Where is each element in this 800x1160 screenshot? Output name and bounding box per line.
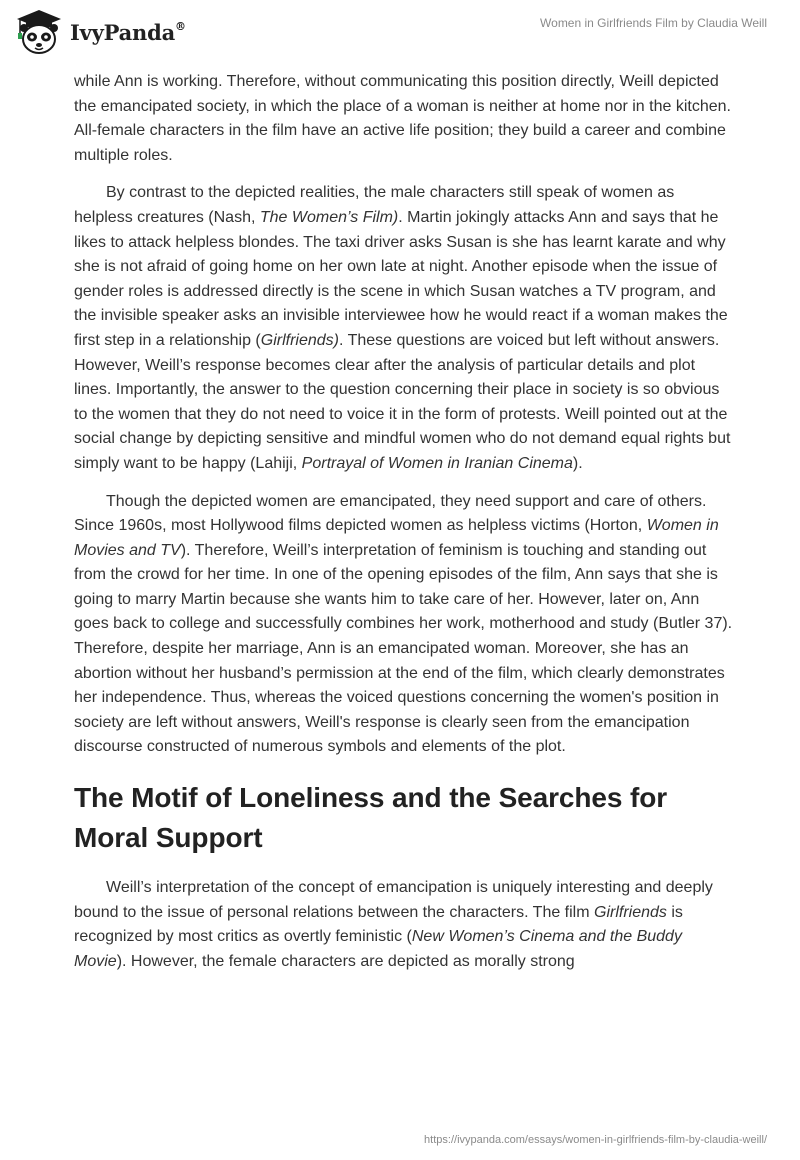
citation-title: Women in Movies and TV: [74, 517, 719, 559]
brand-text: IvyPanda: [70, 19, 176, 45]
text-run: ). Therefore, Weill’s interpretation of feminism is touching and standing out from the crowd for her time. In one of the opening episodes of the film, Ann says that she is going to marry Martin because she wants him to take care of her. However, later on, Ann goes back to college and successfully combines her work, motherhood and study (Butler 37). Therefore, despite her marriage, Ann is an emancipated woman. Moreover, she has an abortion without her husband’s permission at the end of the film, which clearly demonstrates her independence. Thus, whereas the voiced questions concerning the women's position in society are left without answers, Weill's response is clearly seen from the emancipation discourse constructed of numerous symbols and elements of the plot.: [74, 541, 733, 756]
citation-title: Girlfriends: [594, 903, 667, 921]
brand-name: [70, 20, 186, 45]
paragraph-3: [74, 490, 734, 761]
citation-title: The Women’s Film): [259, 208, 399, 226]
essay-body: [74, 70, 734, 974]
paragraph-1: while Ann is working. Therefore, without communicating this position directly, Weill depicted the emancipated society, in which the place of a woman is neither at home nor in the kitchen. All-female characters in the film have an active life position; they build a career and combine multiple roles.: [74, 73, 731, 164]
registered-mark: ®: [175, 19, 186, 33]
text-run: is recognized by most critics as overtly feministic (: [74, 903, 683, 946]
document-title: Women in Girlfriends Film by Claudia Weill: [540, 16, 767, 30]
citation-title: Girlfriends): [260, 331, 339, 349]
citation-title: Portrayal of Women in Iranian Cinema: [301, 454, 573, 472]
paragraph-4: [74, 876, 734, 974]
page-header: [0, 0, 800, 66]
text-run: Though the depicted women are emancipated, they need support and care of others. Since 1960s, most Hollywood films depicted women as helpless victims (Horton,: [74, 492, 707, 535]
text-run: Weill’s interpretation of the concept of emancipation is uniquely interesting and deeply bound to the issue of personal relations between the characters. The film: [74, 879, 713, 921]
text-run: . These questions are voiced but left without answers. However, Weill’s response becomes clear after the analysis of particular details and plot lines. Importantly, the answer to the question concerning their place in society is so obvious to the women that they do not need to voice it in the form of protests. Weill pointed out at the social change by depicting sensitive and mindful women who do not demand equal rights but simply want to be happy (Lahiji,: [74, 331, 731, 472]
text-run: ).: [572, 454, 583, 472]
panda-graduate-icon: [14, 8, 64, 56]
section-heading: The Motif of Loneliness and the Searches for Moral Support: [74, 782, 668, 854]
citation-title: New Women’s Cinema and the Buddy Movie: [74, 928, 682, 970]
text-run: ). However, the female characters are depicted as morally strong: [116, 952, 575, 970]
text-run: . Martin jokingly attacks Ann and says that he likes to attack helpless blondes. The taxi driver asks Susan is she has learnt karate and why she is not afraid of going home on her own late at night. Another episode when the issue of gender roles is addressed directly is the scene in which Susan watches a TV program, and the invisible speaker asks an invisible interviewee how he would react if a woman makes the first step in a relationship (: [74, 208, 728, 349]
paragraph-2: [74, 181, 734, 476]
source-url[interactable]: https://ivypanda.com/essays/women-in-girlfriends-film-by-claudia-weill/: [424, 1134, 767, 1146]
ivypanda-logo[interactable]: [14, 8, 186, 56]
text-run: By contrast to the depicted realities, the male characters still speak of women as helpless creatures (Nash,: [74, 184, 675, 226]
